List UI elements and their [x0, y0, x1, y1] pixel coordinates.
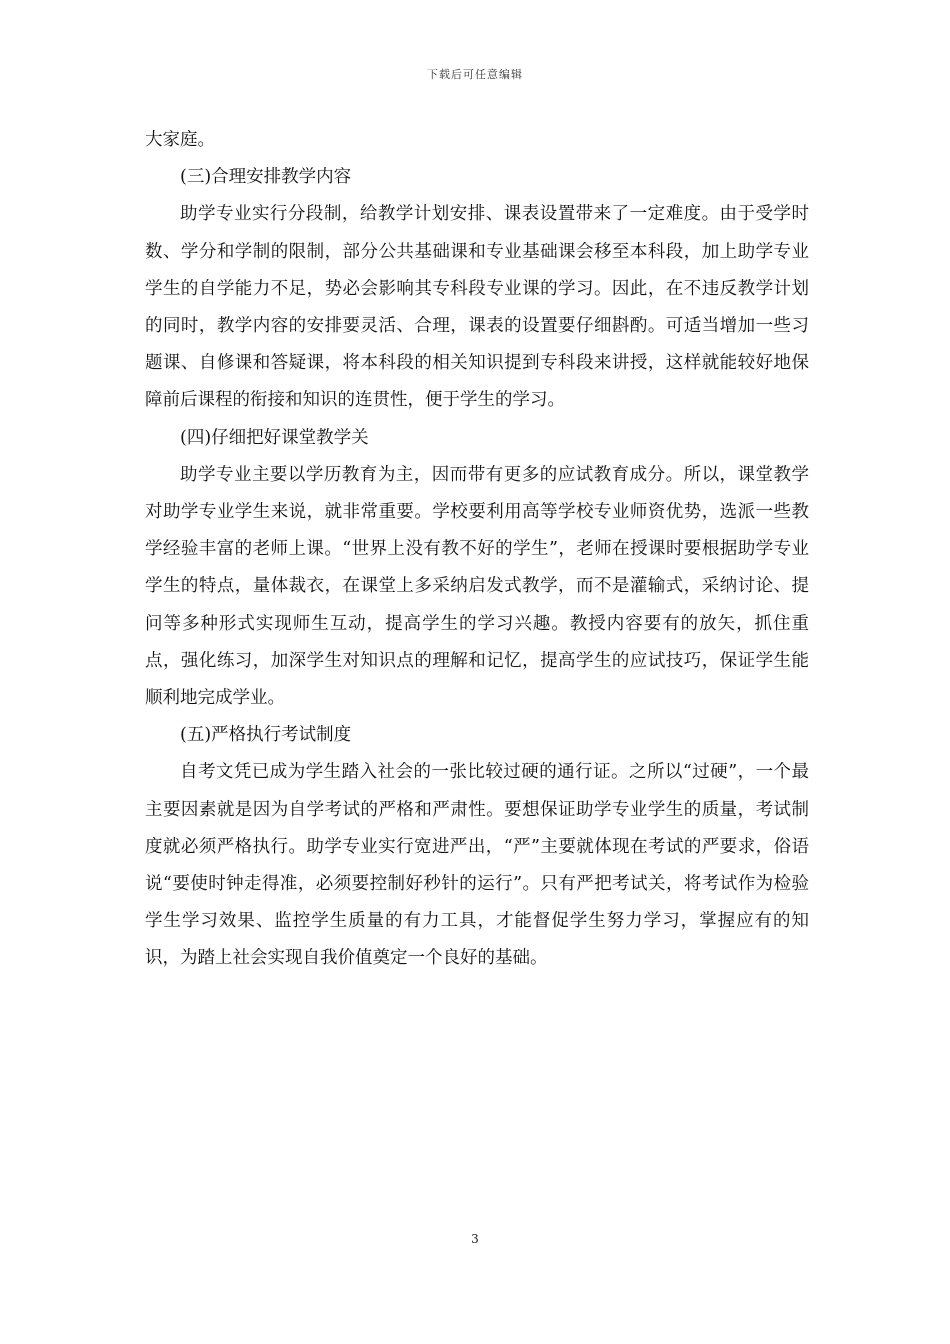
body-text	[145, 122, 809, 978]
paragraph-teaching-content: 助学专业实行分段制，给教学计划安排、课表设置带来了一定难度。由于受学时数、学分和学制的限制，部分公共基础课和专业基础课会移至本科段，加上助学专业学生的自学能力不足，势必会影响其专科段专业课的学习。因此，在不违反教学计划的同时，教学内容的安排要灵活、合理，课表的设置要仔细斟酌。可适当增加一些习题课、自修课和答疑课，将本科段的相关知识提到专科段来讲授，这样就能较好地保障前后课程的衔接和知识的连贯性，便于学生的学习。	[145, 204, 809, 411]
section-heading-3: (三)合理安排教学内容	[180, 167, 352, 188]
section-heading-5: (五)严格执行考试制度	[180, 725, 352, 746]
paragraph-continuation: 大家庭。	[145, 130, 215, 150]
section-heading-4: (四)仔细把好课堂教学关	[180, 427, 369, 448]
running-header: 下载后可任意编辑	[427, 68, 523, 81]
paragraph-classroom-teaching: 助学专业主要以学历教育为主，因而带有更多的应试教育成分。所以，课堂教学对助学专业学生来说，就非常重要。学校要利用高等学校专业师资优势，选派一些教学经验丰富的老师上课。“世界上没有教不好的学生”，老师在授课时要根据助学专业学生的特点，量体裁衣，在课堂上多采纳启发式教学，而不是灌输式，采纳讨论、提问等多种形式实现师生互动，提高学生的学习兴趣。教授内容要有的放矢，抓住重点，强化练习，加深学生对知识点的理解和记忆，提高学生的应试技巧，保证学生能顺利地完成学业。	[145, 464, 809, 709]
paragraph-exam-system: 自考文凭已成为学生踏入社会的一张比较过硬的通行证。之所以“过硬”，一个最主要因素就是因为自学考试的严格和严肃性。要想保证助学专业学生的质量，考试制度就必须严格执行。助学专业实行宽进严出，“严”主要就体现在考试的严要求，俗语说“要使时钟走得准，必须要控制好秒针的运行”。只有严把考试关，将考试作为检验学生学习效果、监控学生质量的有力工具，才能督促学生努力学习，掌握应有的知识，为踏上社会实现自我价值奠定一个良好的基础。	[145, 762, 809, 969]
page-number: 3	[471, 1232, 479, 1246]
